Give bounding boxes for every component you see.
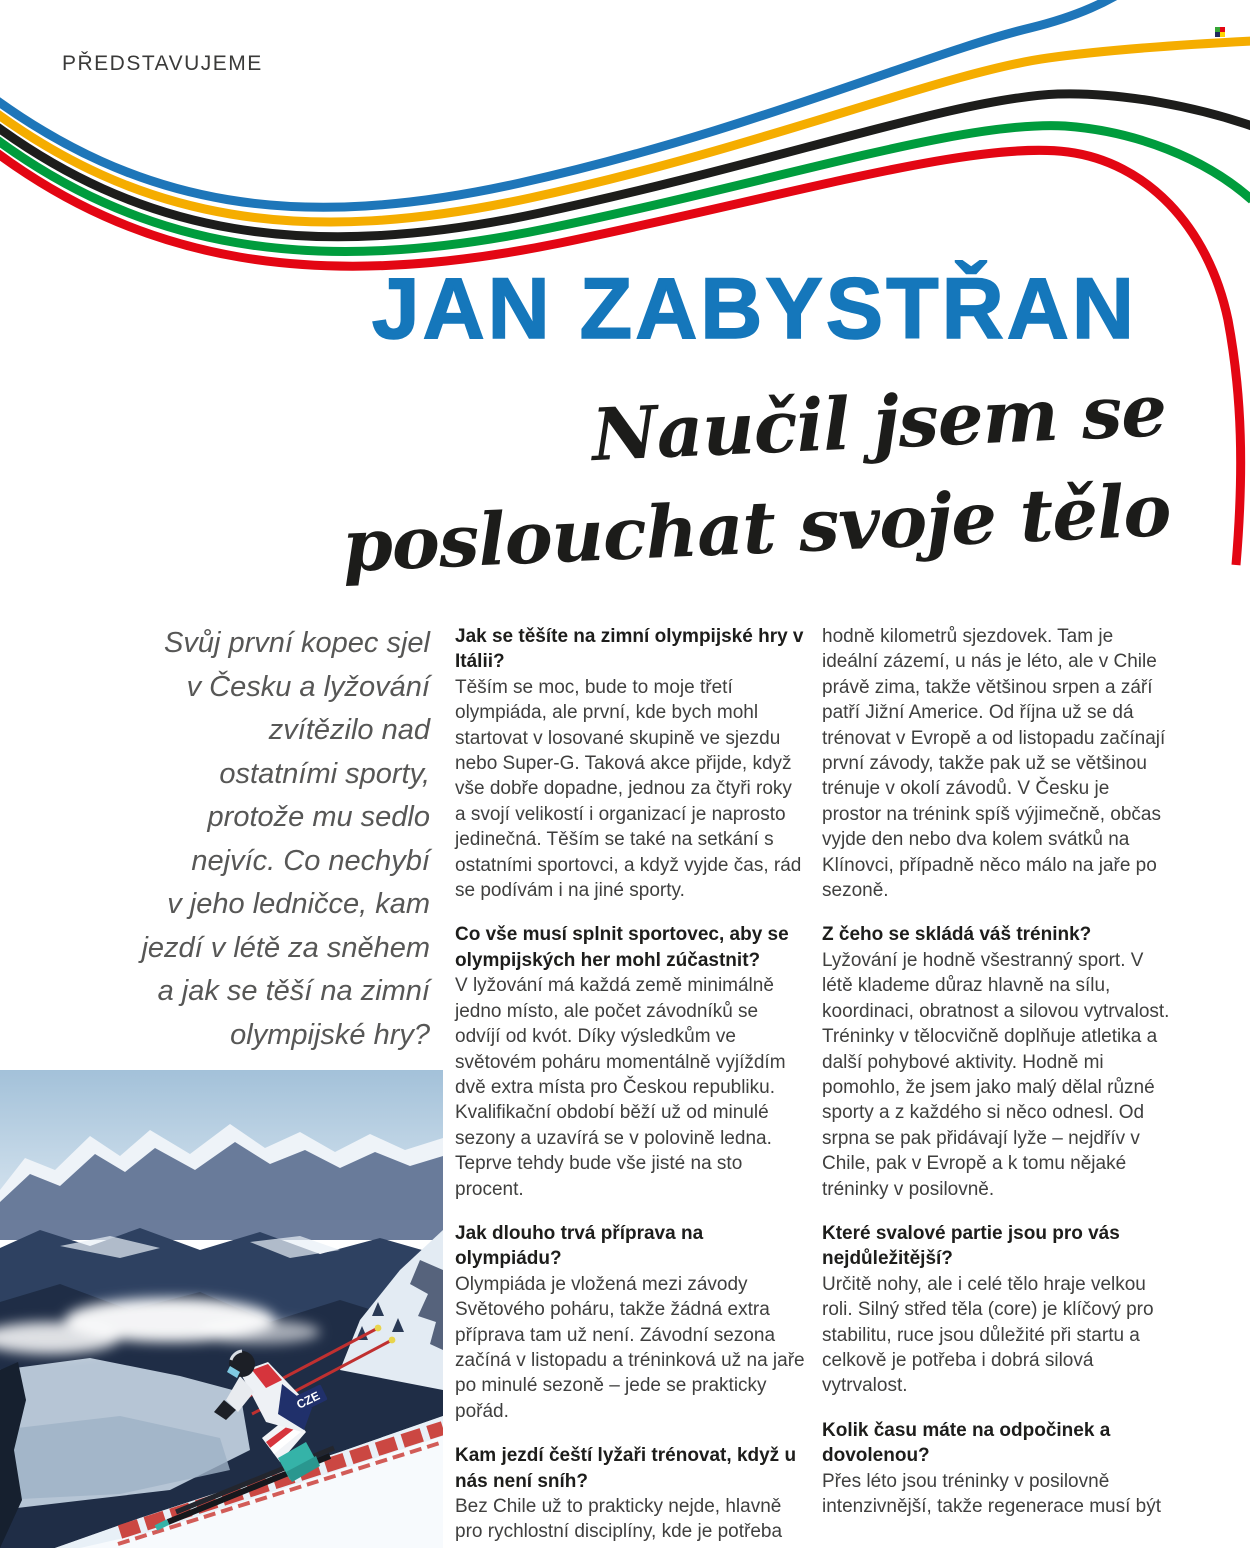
interview-column-2 — [822, 624, 1172, 1538]
answer: V lyžování má každá země minimálně jedno místo, ale počet závodníků se odvíjí od kvót. Díky výsledkům ve světovém poháru momentálně vyjíždím dvě extra místa pro Českou republiku. Kvalifikační období běží už od minulé sezony a uzavírá se v polovině ledna. Teprve tehdy bude vše jisté na sto procent. — [455, 975, 786, 1200]
qa-block — [455, 1443, 805, 1545]
standfirst-line: Svůj první kopec sjel — [164, 627, 430, 659]
standfirst-line: v Česku a lyžování — [186, 670, 430, 703]
question: Kolik času máte na odpočinek a dovolenou? — [822, 1419, 1111, 1467]
standfirst-line: ostatními sporty, — [219, 757, 430, 790]
question: Které svalové partie jsou pro vás nejdůležitější? — [822, 1222, 1120, 1270]
question: Jak se těšíte na zimní olympijské hry v Itálii? — [455, 626, 804, 673]
qa-block — [822, 922, 1172, 1201]
logo-square-yellow — [1220, 32, 1225, 37]
question: Z čeho se skládá váš trénink? — [822, 924, 1092, 946]
answer: Určitě nohy, ale i celé tělo hraje velkou roli. Silný střed těla (core) je klíčový pro stabilitu, ruce jsou důležité při startu a celkově je potřeba i dobrá silová vytrvalost. — [822, 1273, 1154, 1397]
subtitle-line-1: Naučil jsem se — [590, 367, 1168, 478]
standfirst-line: v jeho ledničce, kam — [167, 888, 430, 920]
answer-continued: hodně kilometrů sjezdovek. Tam je ideální zázemí, u nás je léto, ale v Chile právě zima, takže většinou srpen a září patří Jižní Americe. Od října už se dá trénovat v Evropě a od listopadu začínají první závody, takže pak už se většinou trénuje v okolí závodů. V Česku je prostor na trénink spíš výjimečně, občas vyjde den nebo dva kolem svátků na Klínovci, případně něco málo na jaře po sezoně. — [822, 626, 1166, 902]
qa-block — [455, 1221, 805, 1424]
standfirst-line: zvítězilo nad — [268, 714, 430, 746]
standfirst-line: jezdí v létě za sněhem — [141, 931, 430, 964]
standfirst-line: a jak se těší na zimní — [157, 975, 430, 1007]
skier-photo — [0, 1070, 443, 1548]
qa-block — [822, 1221, 1172, 1399]
answer: Lyžování je hodně všestranný sport. V létě klademe důraz hlavně na sílu, koordinaci, obratnost a silovou vytrvalost. Tréninky v tělocvičně doplňuje atletika a další pohybové aktivity. Hodně mi pomohlo, že jsem jako malý dělal různé sporty a z každého si něco odnesl. Od srpna se pak přidávají lyže – nejdřív v Chile, pak v Evropě a k tomu nějaké tréninky v posilovně. — [822, 949, 1170, 1200]
standfirst-line: nejvíc. Co nechybí — [191, 844, 430, 877]
answer: Přes léto jsou tréninky v posilovně intenzivnější, takže regenerace musí být — [822, 1470, 1162, 1517]
answer: Olympiáda je vložená mezi závody Světového poháru, takže žádná extra příprava tam už není. Závodní sezona začíná v listopadu a tréninková už na jaře po minulé sezoně – jede se prakticky pořád. — [455, 1273, 805, 1422]
qa-block — [455, 922, 805, 1201]
qa-block — [822, 624, 1172, 903]
logo-mark-icon — [1215, 27, 1225, 37]
question: Jak dlouho trvá příprava na olympiádu? — [455, 1222, 704, 1270]
question: Kam jezdí čeští lyžaři trénovat, když u nás není sníh? — [455, 1445, 797, 1492]
subtitle-line-2: poslouchat svoje tělo — [340, 466, 1173, 589]
qa-block — [822, 1418, 1172, 1520]
page-title: JAN ZABYSTŘAN — [371, 261, 1137, 357]
section-kicker: PŘEDSTAVUJEME — [62, 52, 263, 75]
standfirst-line: protože mu sedlo — [207, 801, 430, 833]
question: Co vše musí splnit sportovec, aby se olympijských her mohl zúčastnit? — [455, 924, 789, 971]
standfirst — [78, 622, 430, 1057]
answer: Těším se moc, bude to moje třetí olympiáda, ale první, kde bych mohl startovat v losované skupině ve sjezdu nebo Super-G. Taková akce přijde, když vše dobře dopadne, jednou za čtyři roky a svojí velikostí i organizací je naprosto jedinečná. Těším se také na setkání s ostatními sportovci, a když vyjde čas, rád se podívám i na jiné sporty. — [455, 676, 802, 902]
interview-column-1 — [455, 624, 805, 1548]
standfirst-line: olympijské hry? — [230, 1018, 430, 1051]
qa-block — [455, 624, 805, 903]
bib-text: CZE — [294, 1388, 322, 1412]
answer: Bez Chile už to prakticky nejde, hlavně pro rychlostní disciplíny, kde je potřeba — [455, 1496, 783, 1543]
